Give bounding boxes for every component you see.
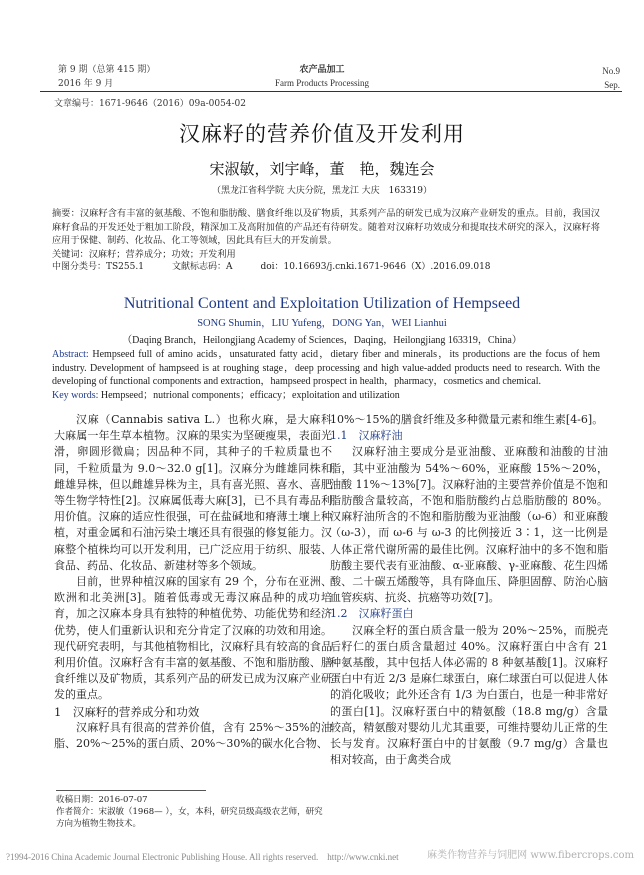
- clc-number: 中图分类号：TS255.1: [52, 262, 144, 272]
- header-rule: [40, 91, 622, 92]
- keywords-cn: 关键词：汉麻籽；营养成分；功效；开发利用: [52, 248, 236, 260]
- affiliation: （黑龙江省科学院 大庆分院，黑龙江 大庆 163319）: [211, 186, 433, 196]
- copyright-line: ?1994-2016 China Academic Journal Electronic Publishing House. All rights reserved. http://www.cnki.net: [6, 852, 399, 862]
- subsection-heading: 1.1 汉麻籽油: [330, 429, 403, 443]
- watermark: 麻类作物营养与饲肥网 www.fibercrops.com: [427, 850, 634, 861]
- paragraph: 汉麻籽具有很高的营养价值，含有 25%～35%的油脂、20%～25%的蛋白质、20%～30%的碳水化合物、: [54, 720, 332, 751]
- doi: doi：10.16693/j.cnki.1671-9646（X）.2016.09.018: [260, 262, 491, 272]
- abstract-label: Abstract:: [52, 349, 89, 360]
- paragraph: 汉麻（Cannabis sativa L.）也称火麻，是大麻科大麻属一年生草本植物。汉麻的果实为坚硬瘦果，表面光滑，卵圆形微扁；因品种不同，其种子的千粒质量也不同，千粒质量为 9.0～32.0 g[1]。汉麻分为雌雄同株和雌雄异株，但以雌雄异株为主，具有喜光照、喜水、喜肥等生物学特性[2]。汉麻属低毒大麻[3]，已不具有毒品利用价值。汉麻的适应性很强，可在盐碱地和瘠薄土壤上种植，对重金属和石油污染土壤还具有很强的修复能力。汉麻整个植株均可以开发利用，已广泛应用于纺织、服装、食品、药品、化妆品、新建材等多个领域。: [54, 413, 332, 572]
- issue-line: 第 9 期（总第 415 期）: [58, 65, 156, 75]
- keywords-label: Key words:: [52, 389, 99, 401]
- abstract-cn-text: 摘要：汉麻籽含有丰富的氨基酸、不饱和脂肪酸、膳食纤维以及矿物质，其系列产品的研发已成为汉麻产业研发的重点。目前，我国汉麻籽食品的开发还处于粗加工阶段，精深加工及高附加值的产品还有待研发。随着对汉麻籽功效成分和提取技术研究的深入，汉麻籽将应用于保健、制药、化妆品、化工等领域，因此具有巨大的开发前景。: [52, 208, 600, 246]
- section-heading: 1 汉麻籽的营养成分和功效: [54, 704, 200, 719]
- abstract-cn: [52, 207, 600, 275]
- paper-title: 汉麻籽的营养价值及开发利用: [179, 122, 465, 146]
- abstract-en-text: Hempseed full of amino acids，unsaturated fatty acid，dietary fiber and minerals，its productions are the focus of hem industry. Development of hampseed is at roughing stage，deep processing and high value-added products need to research. With the developing of functional components and extraction，hampseed prospect in health，pharmacy，cosmetics and chemical.: [52, 349, 601, 387]
- journal-cn: 农产品加工: [299, 65, 345, 75]
- keywords-en: Hempseed；nutrional components；efficacy；exploitation and utilization: [100, 389, 400, 401]
- paragraph: 汉麻全籽的蛋白质含量一般为 20%～25%，而脱壳后籽仁的蛋白质含量超过 40%。汉麻籽蛋白中含有 21 种氨基酸，其中包括人体必需的 8 种氨基酸[1]。汉麻籽蛋白中有近 2/3 是麻仁球蛋白，麻仁球蛋白可以促进人体的消化吸收；此外还含有 1/3 为白蛋白，也是一种非常好的蛋白[1]。汉麻籽蛋白中的精氨酸（18.8 mg/g）含量较高，精氨酸对婴幼儿尤其重要，可维持婴幼儿正常的生长与发育。汉麻籽蛋白中的甘氨酸（9.7 mg/g）含量也相对较高，由于禽类合成: [330, 623, 608, 767]
- body-left-column: [54, 412, 332, 752]
- abstract-en: [52, 348, 600, 402]
- body-right-column: [330, 412, 608, 768]
- document-code: 文献标志码：A: [171, 262, 233, 272]
- paragraph: 目前，世界种植汉麻的国家有 29 个，分布在亚洲、欧洲和北美洲[3]。随着低毒或无毒汉麻品种的成功培育，加之汉麻本身具有独特的种植优势、功能优势和经济优势，使人们重新认识和充分肯定了汉麻的功效和用途。现代研究表明，与其他植物相比，汉麻籽具有较高的食品利用价值。汉麻籽含有丰富的氨基酸、不饱和脂肪酸、膳食纤维以及矿物质，其系列产品的研发已成为汉麻产业研发的重点。: [54, 575, 332, 702]
- issue-no: No.9: [602, 66, 620, 76]
- received-date: 收稿日期：2016-07-07: [56, 795, 148, 805]
- paragraph: 10%～15%的膳食纤维及多种微量元素和维生素[4-6]。: [330, 413, 604, 426]
- meta-line: [52, 261, 600, 275]
- author-bio: 作者简介：宋淑敏（1968— ），女，本科，研究员级高级农艺师，研究方向为植物生物技术。: [56, 807, 323, 829]
- author-list: 宋淑敏，刘宇峰，董 艳，魏连会: [209, 160, 435, 178]
- journal-en: Farm Products Processing: [275, 78, 369, 88]
- footnote: [56, 794, 326, 830]
- date-line: 2016 年 9 月: [58, 79, 114, 89]
- english-authors: SONG Shumin，LIU Yufeng，DONG Yan，WEI Lianhui: [197, 318, 447, 329]
- article-number: 文章编号：1671-9646（2016）09a-0054-02: [54, 99, 247, 109]
- issue-month: Sep.: [604, 80, 620, 90]
- english-title: Nutritional Content and Exploitation Utilization of Hempseed: [123, 295, 521, 312]
- paragraph: 汉麻籽油主要成分是亚油酸、亚麻酸和油酸的甘油脂，其中亚油酸为 54%～60%，亚麻酸 15%～20%，油酸 11%～13%[7]。汉麻籽油的主要营养价值是不饱和脂肪酸含量较高，不饱和脂肪酸约占总脂肪酸的 80%。汉麻籽油所含的不饱和脂肪酸为亚油酸（ω-6）和亚麻酸（ω-3），而 ω-6 与 ω-3 的比例接近 3∶1，这一比例是人体正常代谢所需的最佳比例。汉麻籽油中的多不饱和脂肪酸主要代表有亚油酸、α-亚麻酸、γ-亚麻酸、花生四烯酸、二十碳五烯酸等，具有降血压、降胆固醇、防治心脑血管疾病、抗炎、抗癌等功效[7]。: [330, 445, 608, 605]
- subsection-heading: 1.2 汉麻籽蛋白: [330, 607, 414, 621]
- english-affiliation: （Daqing Branch，Heilongjiang Academy of Sciences，Daqing，Heilongjiang 163319，China）: [122, 335, 522, 346]
- footnote-rule: [56, 790, 206, 791]
